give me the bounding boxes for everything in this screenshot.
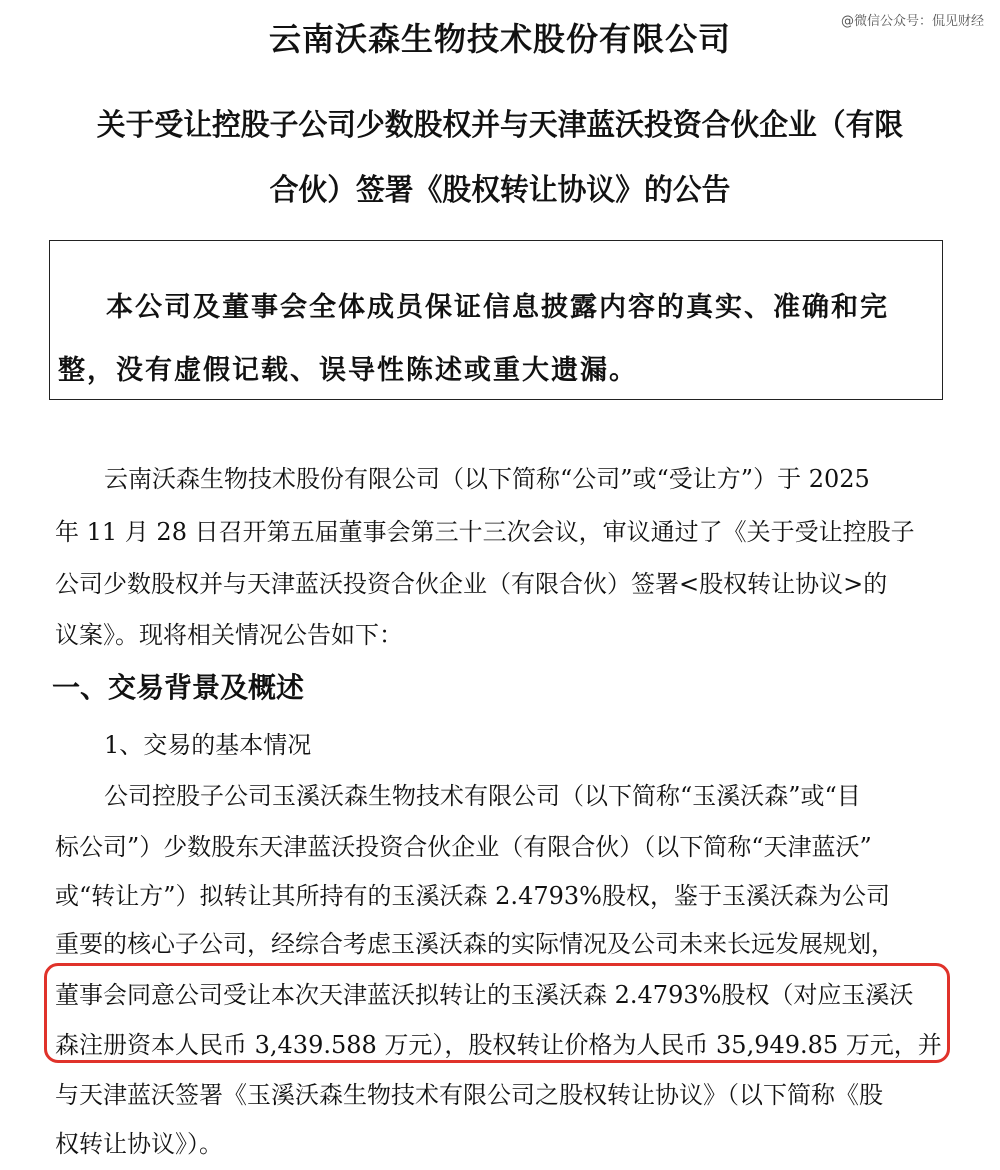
watermark: @微信公众号：侃见财经: [840, 14, 984, 29]
highlight-box: [44, 963, 950, 1063]
company-name: 云南沃森生物技术股份有限公司: [268, 20, 731, 58]
intro-line-4: 议案》。现将相关情况公告如下：: [55, 621, 403, 649]
body-line-6: 森注册资本人民币 3,439.588 万元），股权转让价格为人民币 35,949.85 万元，并: [55, 1031, 942, 1059]
disclosure-notice-box: [49, 240, 943, 400]
body-line-5: 董事会同意公司受让本次天津蓝沃拟转让的玉溪沃森 2.4793%股权（对应玉溪沃: [55, 981, 914, 1009]
body-line-8: 权转让协议》）。: [55, 1130, 223, 1158]
body-line-4: 重要的核心子公司，经综合考虑玉溪沃森的实际情况及公司未来长远发展规划，: [55, 930, 895, 958]
intro-line-2: 年 11 月 28 日召开第五届董事会第三十三次会议，审议通过了《关于受让控股子: [55, 518, 915, 546]
body-line-1: 公司控股子公司玉溪沃森生物技术有限公司（以下简称“玉溪沃森”或“目: [104, 782, 861, 810]
announcement-title-line-1: 关于受让控股子公司少数股权并与天津蓝沃投资合伙企业（有限: [96, 108, 904, 143]
body-line-7: 与天津蓝沃签署《玉溪沃森生物技术有限公司之股权转让协议》（以下简称《股: [55, 1081, 883, 1109]
section-heading: 一、交易背景及概述: [52, 671, 305, 704]
intro-line-3: 公司少数股权并与天津蓝沃投资合伙企业（有限合伙）签署<股权转让协议>的: [55, 570, 888, 598]
notice-line-2: 整，没有虚假记载、误导性陈述或重大遗漏。: [58, 355, 638, 386]
body-line-2: 标公司”）少数股东天津蓝沃投资合伙企业（有限合伙）（以下简称“天津蓝沃”: [55, 833, 872, 861]
body-line-3: 或“转让方”）拟转让其所持有的玉溪沃森 2.4793%股权，鉴于玉溪沃森为公司: [55, 882, 890, 910]
notice-line-1: 本公司及董事会全体成员保证信息披露内容的真实、准确和完: [106, 292, 889, 323]
subsection-heading: 1、交易的基本情况: [104, 731, 312, 759]
announcement-title-line-2: 合伙）签署《股权转让协议》的公告: [269, 173, 731, 208]
intro-line-1: 云南沃森生物技术股份有限公司（以下简称“公司”或“受让方”）于 2025: [104, 465, 870, 493]
